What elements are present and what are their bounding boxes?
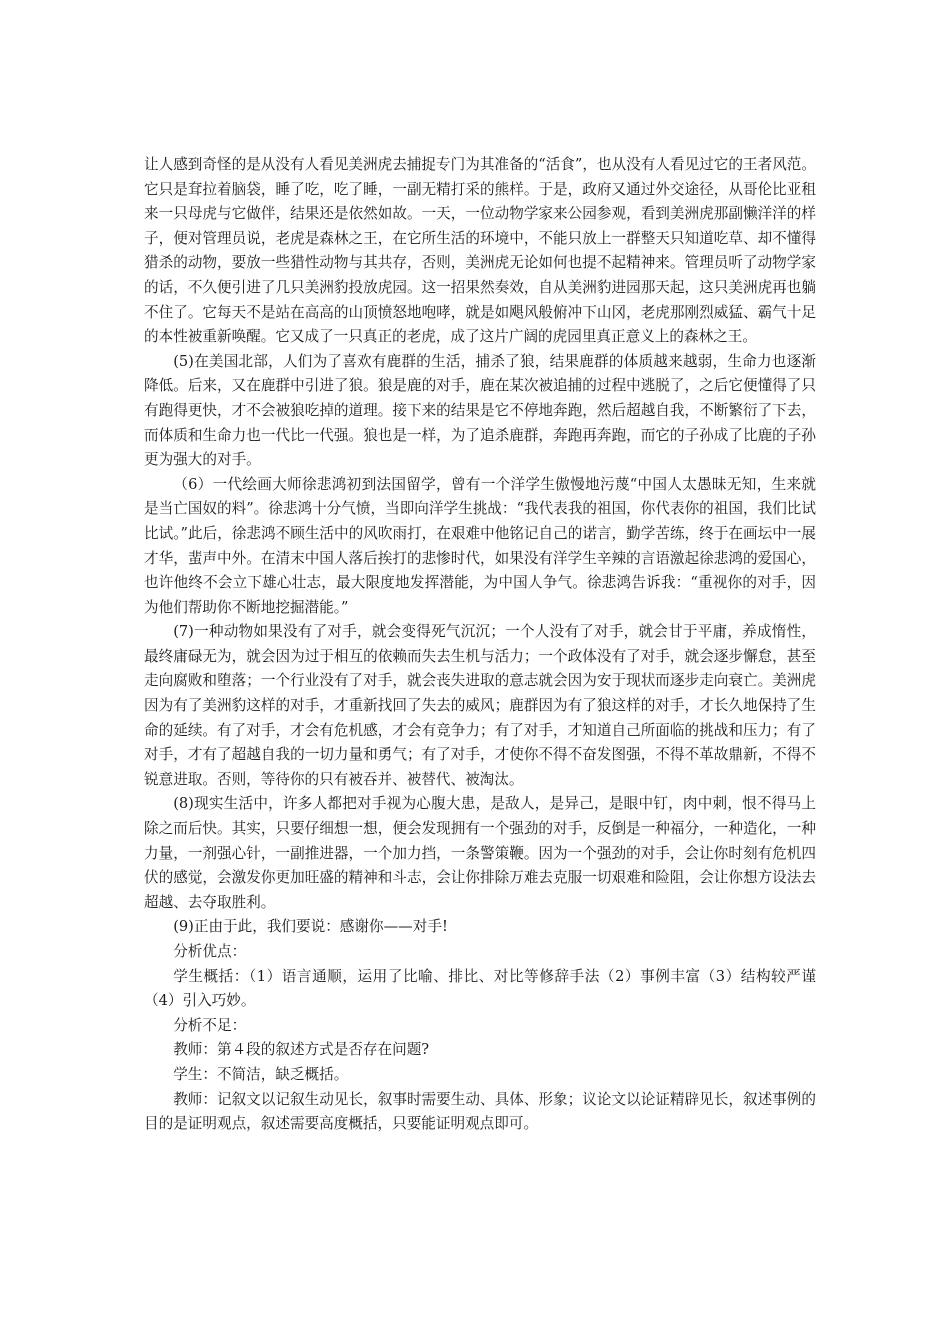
paragraph-tiger-story-continued: 让人感到奇怪的是从没有人看见美洲虎去捕捉专门为其准备的“活食”，也从没有人看见过它的王者风范。它只是耷拉着脑袋，睡了吃，吃了睡，一副无精打采的熊样。于是，政府又通过外交途径，从哥伦比亚租来一只母虎与它做伴，结果还是依然如故。一天，一位动物学家来公园参观，看到美洲虎那副懒洋洋的样子，便对管理员说，老虎是森林之王，在它所生活的环境中，不能只放上一群整天只知道吃草、却不懂得猎杀的动物，要放一些猎性动物与其共存，否则，美洲虎无论如何也提不起精神来。管理员听了动物学家的话，不久便引进了几只美洲豹投放虎园。这一招果然奏效，自从美洲豹进园那天起，这只美洲虎再也躺不住了。它每天不是站在高高的山顶愤怒地咆哮，就是如飓风般俯冲下山冈，老虎那刚烈威猛、霸气十足的本性被重新唤醒。它又成了一只真正的老虎，成了这片广阔的虎园里真正意义上的森林之王。 bbox=[144, 156, 816, 346]
student-summary: 学生概括：（1）语言通顺，运用了比喻、排比、对比等修辞手法（2）事例丰富（3）结构较严谨（4）引入巧妙。 bbox=[144, 967, 816, 1010]
heading-weaknesses: 分析不足： bbox=[173, 1016, 247, 1034]
student-answer: 学生：不简洁，缺乏概括。 bbox=[173, 1065, 349, 1083]
paragraph-8-strong-rival: (8)现实生活中，许多人都把对手视为心腹大患，是敌人，是异己，是眼中钉，肉中刺，恨不得马上除之而后快。其实，只要仔细想一想，便会发现拥有一个强劲的对手，反倒是一种福分，一种造化，一种力量，一剂强心针，一副推进器，一个加力挡，一条警策鞭。因为一个强劲的对手，会让你时刻有危机四伏的感觉，会激发你更加旺盛的精神和斗志，会让你排除万难去克服一切艰难和险阻，会让你想方设法去超越、去夺取胜利。 bbox=[144, 795, 816, 911]
paragraph-9-conclusion: (9)正由于此，我们要说：感谢你——对手! bbox=[173, 918, 448, 936]
paragraph-6-xu-beihong: （6）一代绘画大师徐悲鸿初到法国留学，曾有一个洋学生傲慢地污蔑“中国人太愚昧无知，生来就是当亡国奴的料”。徐悲鸿十分气愤，当即向洋学生挑战：“我代表我的祖国，你代表你的祖国，我们比试比试。”此后，徐悲鸿不顾生活中的风吹雨打，在艰难中他铭记自己的诺言，勤学苦练，终于在画坛中一展才华，蜚声中外。在清末中国人落后挨打的悲惨时代，如果没有洋学生辛辣的言语激起徐悲鸿的爱国心，也许他终不会立下雄心壮志，最大限度地发挥潜能，为中国人争气。徐悲鸿告诉我：“重视你的对手，因为他们帮助你不断地挖掘潜能。” bbox=[144, 475, 816, 616]
teacher-explanation: 教师：记叙文以记叙生动见长，叙事时需要生动、具体、形象；议论文以论证精辟见长，叙述事例的目的是证明观点，叙述需要高度概括，只要能证明观点即可。 bbox=[144, 1090, 816, 1133]
paragraph-5-deer-and-wolves: (5)在美国北部，人们为了喜欢有鹿群的生活，捕杀了狼，结果鹿群的体质越来越弱，生命力也逐渐降低。后来，又在鹿群中引进了狼。狼是鹿的对手，鹿在某次被追捕的过程中逃脱了，之后它便懂得了只有跑得更快，才不会被狼吃掉的道理。接下来的结果是它不停地奔跑，然后超越自我，不断繁衍了下去，而体质和生命力也一代比一代强。狼也是一样，为了追杀鹿群，奔跑再奔跑，而它的子孙成了比鹿的子孙更为强大的对手。 bbox=[144, 352, 816, 469]
teacher-question: 教师：第４段的叙述方式是否存在问题? bbox=[173, 1041, 430, 1059]
paragraph-7-without-rivals: (7)一种动物如果没有了对手，就会变得死气沉沉；一个人没有了对手，就会甘于平庸，养成惰性，最终庸碌无为，就会因为过于相互的依赖而失去生机与活力；一个政体没有了对手，就会逐步懈怠，甚至走向腐败和堕落；一个行业没有了对手，就会丧失进取的意志就会因为安于现状而逐步走向衰亡。美洲虎因为有了美洲豹这样的对手，才重新找回了失去的威风；鹿群因为有了狼这样的对手，才长久地保持了生命的延续。有了对手，才会有危机感，才会有竞争力；有了对手，才知道自己所面临的挑战和压力；有了对手，才有了超越自我的一切力量和勇气；有了对手，才使你不得不奋发图强，不得不革故鼎新，不得不锐意进取。否则，等待你的只有被吞并、被替代、被淘汰。 bbox=[144, 623, 816, 788]
heading-strengths: 分析优点： bbox=[173, 943, 247, 960]
